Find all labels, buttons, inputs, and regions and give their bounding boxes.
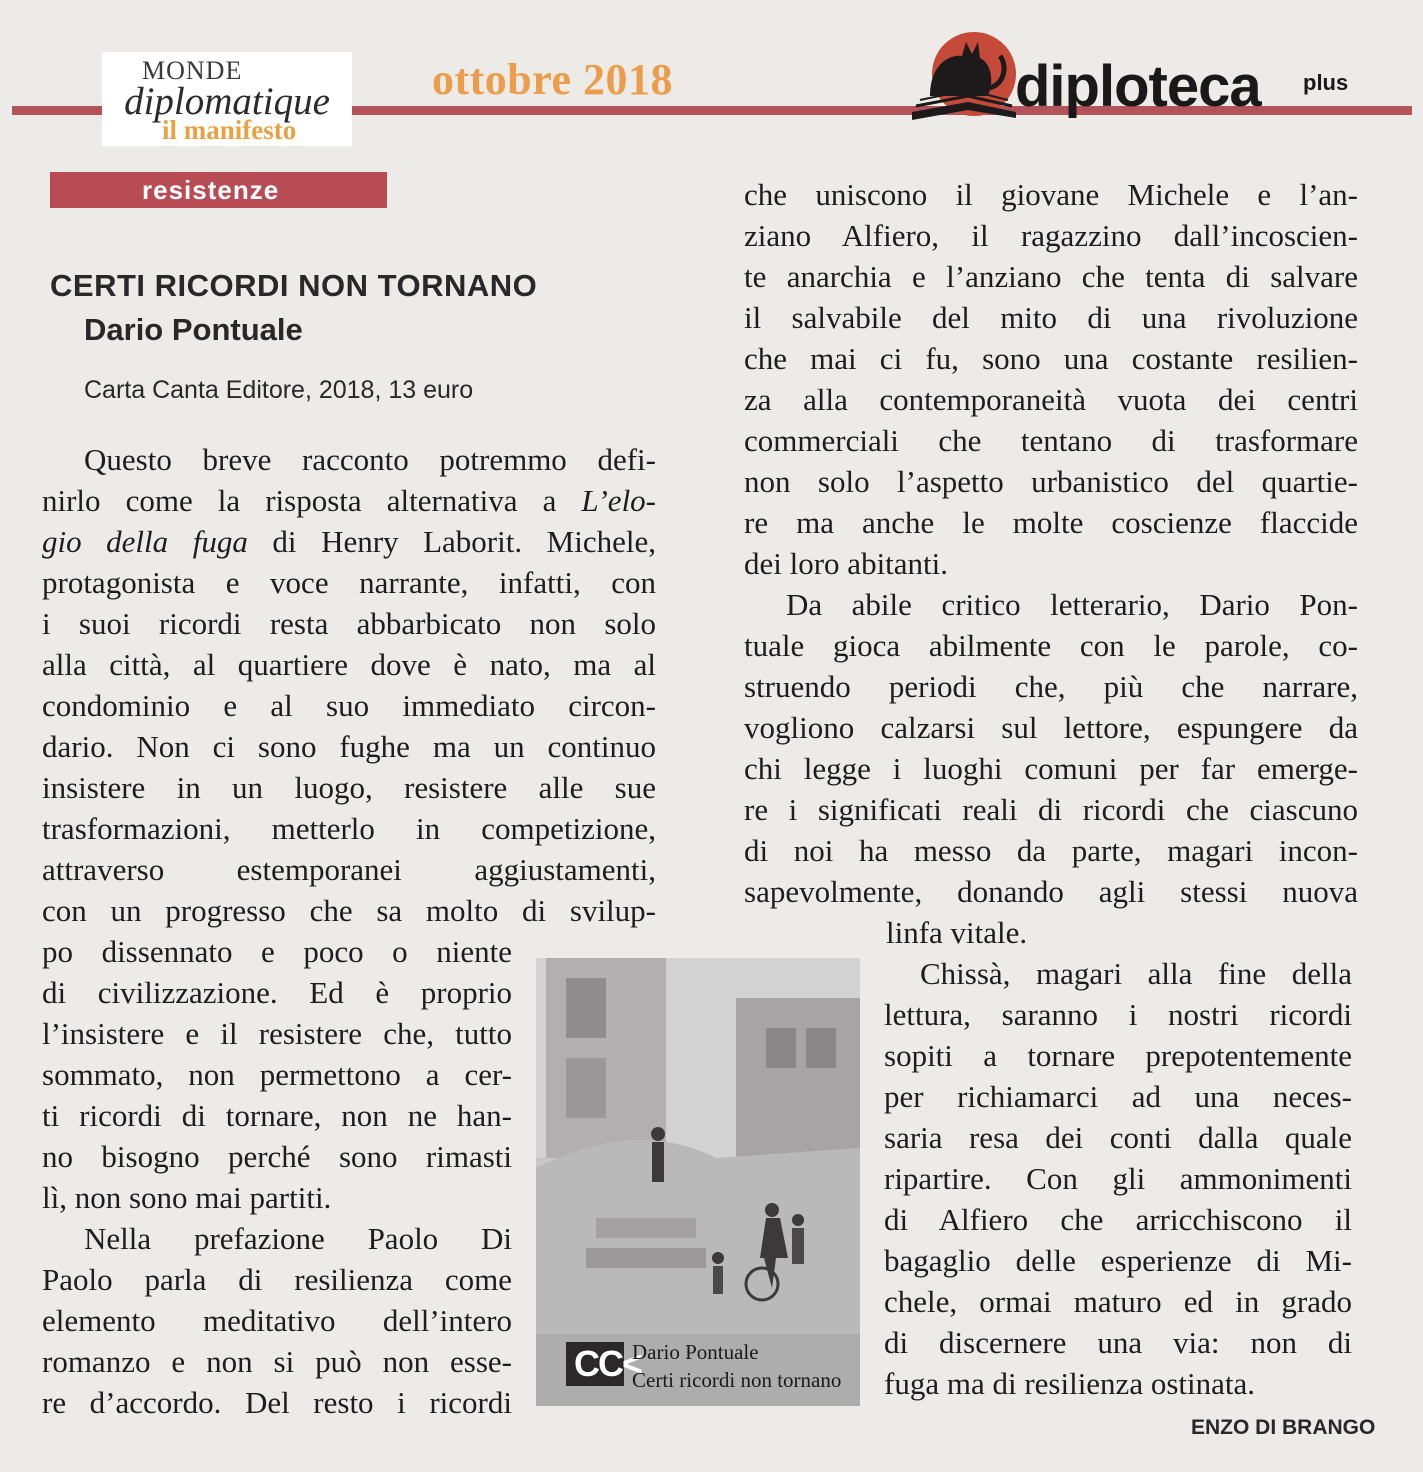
logo-line-diplomatique: diplomatique (124, 80, 330, 123)
text-line: protagonista e voce narrante, infatti, con (42, 565, 656, 600)
text-line: attraverso estemporanei aggiustamenti, (42, 852, 656, 887)
text-line: Questo breve racconto potremmo defi- (84, 442, 656, 477)
book-title: CERTI RICORDI NON TORNANO (50, 268, 538, 303)
author-signature: ENZO DI BRANGO (1191, 1416, 1376, 1439)
text-line: commerciali che tentano di trasformare (744, 423, 1358, 458)
text-line: saria resa dei conti dalla quale (884, 1120, 1352, 1155)
text-line: Chissà, magari alla fine della (920, 956, 1352, 991)
text-line: di Alfiero che arricchiscono il (884, 1202, 1352, 1237)
cover-publisher-mark: CC< (574, 1343, 642, 1384)
text-line: i suoi ricordi resta abbarbicato non solo (42, 606, 656, 641)
italic-run: gio della fuga (42, 524, 248, 559)
text-run: nirlo come la risposta alternativa a (42, 483, 582, 518)
text-line: Paolo parla di resilienza come (42, 1262, 512, 1297)
text-line: fuga ma di resilienza ostinata. (884, 1366, 1256, 1401)
text-line: re d’accordo. Del resto i ricordi (42, 1385, 512, 1420)
diploteca-brand: diploteca (1015, 54, 1261, 119)
text-line: chi legge i luoghi comuni per far emerge- (744, 751, 1358, 786)
text-line: re i significati reali di ricordi che ciascuno (744, 792, 1358, 827)
text-line: il salvabile del mito di una rivoluzione (744, 300, 1358, 335)
text-line: con un progresso che sa molto di svilup- (42, 893, 656, 928)
book-publisher: Carta Canta Editore, 2018, 13 euro (84, 376, 474, 404)
text-line: Nella prefazione Paolo Di (84, 1221, 512, 1256)
text-line: condominio e al suo immediato circon- (42, 688, 656, 723)
text-line: te anarchia e l’anziano che tenta di salvare (744, 259, 1358, 294)
text-line: per richiamarci ad una neces- (884, 1079, 1352, 1114)
text-line: po dissennato e poco o niente (42, 934, 512, 969)
text-line (42, 480, 656, 521)
text-line: linfa vitale. (886, 915, 1028, 950)
cover-title: Certi ricordi non tornano (632, 1368, 842, 1392)
text-line: sommato, non permettono a cer- (42, 1057, 512, 1092)
text-line: za alla contemporaneità vuota dei centri (744, 382, 1358, 417)
diploteca-plus: plus (1303, 70, 1349, 95)
text-line: Da abile critico letterario, Dario Pon- (786, 587, 1358, 622)
text-line: di noi ha messo da parte, magari incon- (744, 833, 1358, 868)
text-line: l’insistere e il resistere che, tutto (42, 1016, 512, 1051)
text-line: no bisogno perché sono rimasti (42, 1139, 512, 1174)
text-line: che uniscono il giovane Michele e l’an- (744, 177, 1358, 212)
text-line: ripartire. Con gli ammonimenti (884, 1161, 1352, 1196)
logo-line-il-manifesto: il manifesto (162, 115, 297, 145)
text-line (42, 521, 656, 562)
text-run: di Henry Laborit. Michele, (247, 524, 656, 559)
article-right-column (744, 174, 1358, 1404)
text-line: tuale gioca abilmente con le parole, co- (744, 628, 1358, 663)
text-line: lì, non sono mai partiti. (42, 1180, 332, 1215)
text-line: non solo l’aspetto urbanistico del quartie- (744, 464, 1358, 499)
section-tag: resistenze (50, 172, 387, 208)
text-line: alla città, al quartiere dove è nato, ma al (42, 647, 656, 682)
text-line: di civilizzazione. Ed è proprio (42, 975, 512, 1010)
logo-line-monde: MONDE (142, 56, 243, 85)
text-line: di discernere una via: non di (884, 1325, 1352, 1360)
text-line: vogliono calzarsi sul lettore, espungere da (744, 710, 1358, 745)
cover-author: Dario Pontuale (632, 1340, 759, 1364)
text-line: bagaglio delle esperienze di Mi- (884, 1243, 1352, 1278)
text-line: sopiti a tornare prepotentemente (884, 1038, 1352, 1073)
italic-run: L’elo- (581, 483, 656, 518)
text-line: insistere in un luogo, resistere alle sue (42, 770, 656, 805)
text-line: chele, ormai maturo ed in grado (884, 1284, 1352, 1319)
text-line: elemento meditativo dell’intero (42, 1303, 512, 1338)
book-author: Dario Pontuale (84, 312, 303, 347)
text-line: ziano Alfiero, il ragazzino dall’incoscien- (744, 218, 1358, 253)
text-line: che mai ci fu, sono una costante resilien- (744, 341, 1358, 376)
monde-diplomatique-logo (102, 52, 352, 146)
text-line: dei loro abitanti. (744, 546, 949, 581)
text-line: trasformazioni, metterlo in competizione, (42, 811, 656, 846)
text-line: sapevolmente, donando agli stessi nuova (744, 874, 1358, 909)
text-line: dario. Non ci sono fughe ma un continuo (42, 729, 656, 764)
text-line: romanzo e non si può non esse- (42, 1344, 512, 1379)
text-line: ti ricordi di tornare, non ne han- (42, 1098, 512, 1133)
issue-date: ottobre 2018 (432, 55, 674, 104)
text-line: lettura, saranno i nostri ricordi (884, 997, 1352, 1032)
text-line: struendo periodi che, più che narrare, (744, 669, 1358, 704)
text-line: re ma anche le molte coscienze flaccide (744, 505, 1358, 540)
